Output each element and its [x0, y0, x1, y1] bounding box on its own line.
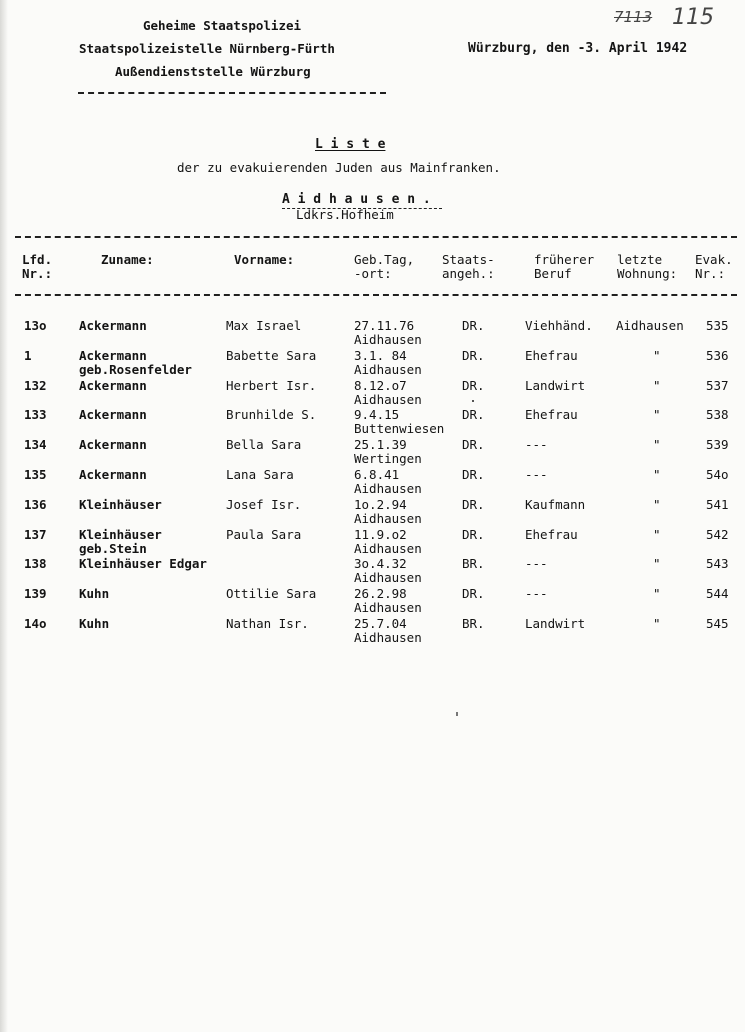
row-maiden-name: geb.Rosenfelder [79, 361, 192, 377]
row-number: 137 [24, 526, 47, 542]
row-number: 135 [24, 467, 47, 482]
col-wohnung-line1: letzte [617, 252, 663, 267]
col-lfd-line1: Lfd. [22, 252, 53, 267]
row-occupation: --- [525, 437, 548, 453]
row-zuname: Kleinhäuser [79, 496, 162, 512]
col-geb-line1: Geb.Tag, [354, 252, 415, 267]
scan-speck [472, 400, 474, 402]
row-number: 13o [24, 318, 47, 333]
row-birth-place: Aidhausen [354, 391, 422, 407]
row-number: 132 [24, 377, 47, 393]
row-occupation: Ehefrau [525, 407, 578, 423]
row-vorname: Max Israel [226, 318, 302, 333]
row-birth-place: Wertingen [354, 451, 422, 467]
row-birth-date: 3o.4.32 [354, 556, 407, 572]
row-vorname: Nathan Isr. [226, 616, 309, 631]
row-citizenship: BR. [462, 616, 485, 631]
row-occupation: --- [525, 467, 548, 482]
list-heading: L i s t e [315, 137, 386, 152]
row-birth-date: 6.8.41 [354, 467, 400, 482]
row-evak-number: 545 [706, 616, 729, 631]
col-beruf-line2: Beruf [534, 266, 572, 281]
row-number: 134 [24, 437, 47, 453]
org-line-1: Geheime Staatspolizei [143, 18, 302, 33]
row-birth-place: Aidhausen [354, 600, 422, 616]
row-zuname: Kuhn [79, 616, 110, 631]
row-citizenship: DR. [462, 496, 485, 512]
row-occupation: --- [525, 556, 548, 572]
col-geb-line2: -ort: [354, 266, 392, 281]
row-birth-date: 3.1. 84 [354, 347, 407, 363]
col-staat-line1: Staats- [442, 252, 495, 267]
row-evak-number: 542 [706, 526, 729, 542]
row-zuname: Ackermann [79, 407, 147, 423]
row-birth-date: 1o.2.94 [354, 496, 407, 512]
row-zuname: Ackermann [79, 347, 147, 363]
row-birth-place: Aidhausen [354, 332, 422, 347]
row-vorname: Brunhilde S. [226, 407, 317, 423]
scan-speck [456, 712, 458, 716]
row-birth-date: 25.7.04 [354, 616, 407, 631]
row-evak-number: 544 [706, 586, 729, 602]
place-and-date: Würzburg, den -3. April 1942 [468, 41, 688, 56]
row-evak-number: 537 [706, 377, 729, 393]
row-last-residence: " [653, 437, 661, 453]
col-zuname: Zuname: [101, 252, 154, 267]
row-birth-place: Buttenwiesen [354, 421, 445, 437]
row-last-residence: " [653, 496, 661, 512]
row-occupation: Viehhänd. [525, 318, 593, 333]
row-vorname: Ottilie Sara [226, 586, 317, 602]
table-header-rule [15, 294, 737, 296]
district-label: Ldkrs.Hofheim [296, 207, 394, 222]
list-subtitle: der zu evakuierenden Juden aus Mainfranken. [177, 160, 501, 175]
locality-heading: A i d h a u s e n . [282, 192, 431, 207]
row-zuname: Ackermann [79, 318, 147, 333]
row-citizenship: BR. [462, 556, 485, 572]
row-occupation: Landwirt [525, 616, 586, 631]
row-vorname: Bella Sara [226, 437, 302, 453]
row-birth-place: Aidhausen [354, 510, 422, 526]
row-last-residence: " [653, 377, 661, 393]
row-last-residence: " [653, 526, 661, 542]
col-lfd-line2: Nr.: [22, 266, 53, 281]
row-occupation: Ehefrau [525, 347, 578, 363]
row-birth-place: Aidhausen [354, 361, 422, 377]
row-vorname: Herbert Isr. [226, 377, 317, 393]
row-birth-place: Aidhausen [354, 630, 422, 645]
row-citizenship: DR. [462, 526, 485, 542]
row-number: 133 [24, 407, 47, 423]
archive-mark-1: 7113 [614, 8, 653, 26]
row-occupation: Landwirt [525, 377, 586, 393]
row-birth-date: 9.4.15 [354, 407, 400, 423]
row-birth-date: 11.9.o2 [354, 526, 407, 542]
row-citizenship: DR. [462, 377, 485, 393]
row-birth-date: 25.1.39 [354, 437, 407, 453]
row-vorname: Lana Sara [226, 467, 294, 482]
org-line-2: Staatspolizeistelle Nürnberg-Fürth [79, 41, 335, 56]
row-evak-number: 539 [706, 437, 729, 453]
row-number: 1 [24, 347, 32, 363]
row-birth-place: Aidhausen [354, 481, 422, 496]
row-birth-date: 8.12.o7 [354, 377, 407, 393]
row-last-residence: " [653, 586, 661, 602]
row-birth-date: 27.11.76 [354, 318, 415, 333]
col-wohnung-line2: Wohnung: [617, 266, 678, 281]
row-number: 139 [24, 586, 47, 602]
archive-mark-2: 115 [672, 5, 714, 30]
row-evak-number: 54o [706, 467, 729, 482]
row-zuname: Ackermann [79, 437, 147, 453]
row-zuname: Ackermann [79, 377, 147, 393]
col-evak-line1: Evak. [695, 252, 733, 267]
row-birth-date: 26.2.98 [354, 586, 407, 602]
row-last-residence: " [653, 347, 661, 363]
row-evak-number: 536 [706, 347, 729, 363]
table-top-rule [15, 236, 737, 238]
row-citizenship: DR. [462, 318, 485, 333]
row-citizenship: DR. [462, 467, 485, 482]
row-last-residence: " [653, 467, 661, 482]
col-beruf-line1: früherer [534, 252, 595, 267]
row-zuname: Kleinhäuser [79, 526, 162, 542]
row-zuname: Kuhn [79, 586, 110, 602]
row-citizenship: DR. [462, 586, 485, 602]
org-line-3: Außendienststelle Würzburg [115, 64, 311, 79]
row-occupation: --- [525, 586, 548, 602]
row-number: 138 [24, 556, 47, 572]
row-evak-number: 543 [706, 556, 729, 572]
row-citizenship: DR. [462, 347, 485, 363]
row-last-residence: " [653, 556, 661, 572]
row-last-residence: " [653, 616, 661, 631]
row-last-residence: Aidhausen [616, 318, 684, 333]
scan-edge-shadow [0, 0, 8, 1032]
row-occupation: Ehefrau [525, 526, 578, 542]
row-occupation: Kaufmann [525, 496, 586, 512]
col-staat-line2: angeh.: [442, 266, 495, 281]
row-evak-number: 535 [706, 318, 729, 333]
row-vorname: Babette Sara [226, 347, 317, 363]
row-zuname: Kleinhäuser Edgar [79, 556, 207, 572]
col-vorname: Vorname: [234, 252, 295, 267]
row-evak-number: 541 [706, 496, 729, 512]
row-number: 136 [24, 496, 47, 512]
col-evak-line2: Nr.: [695, 266, 726, 281]
row-vorname: Paula Sara [226, 526, 302, 542]
row-birth-place: Aidhausen [354, 570, 422, 586]
row-citizenship: DR. [462, 437, 485, 453]
row-last-residence: " [653, 407, 661, 423]
row-vorname: Josef Isr. [226, 496, 302, 512]
row-number: 14o [24, 616, 47, 631]
row-citizenship: DR. [462, 407, 485, 423]
row-evak-number: 538 [706, 407, 729, 423]
row-zuname: Ackermann [79, 467, 147, 482]
row-birth-place: Aidhausen [354, 540, 422, 556]
letterhead-rule [78, 92, 386, 94]
row-maiden-name: geb.Stein [79, 540, 147, 556]
